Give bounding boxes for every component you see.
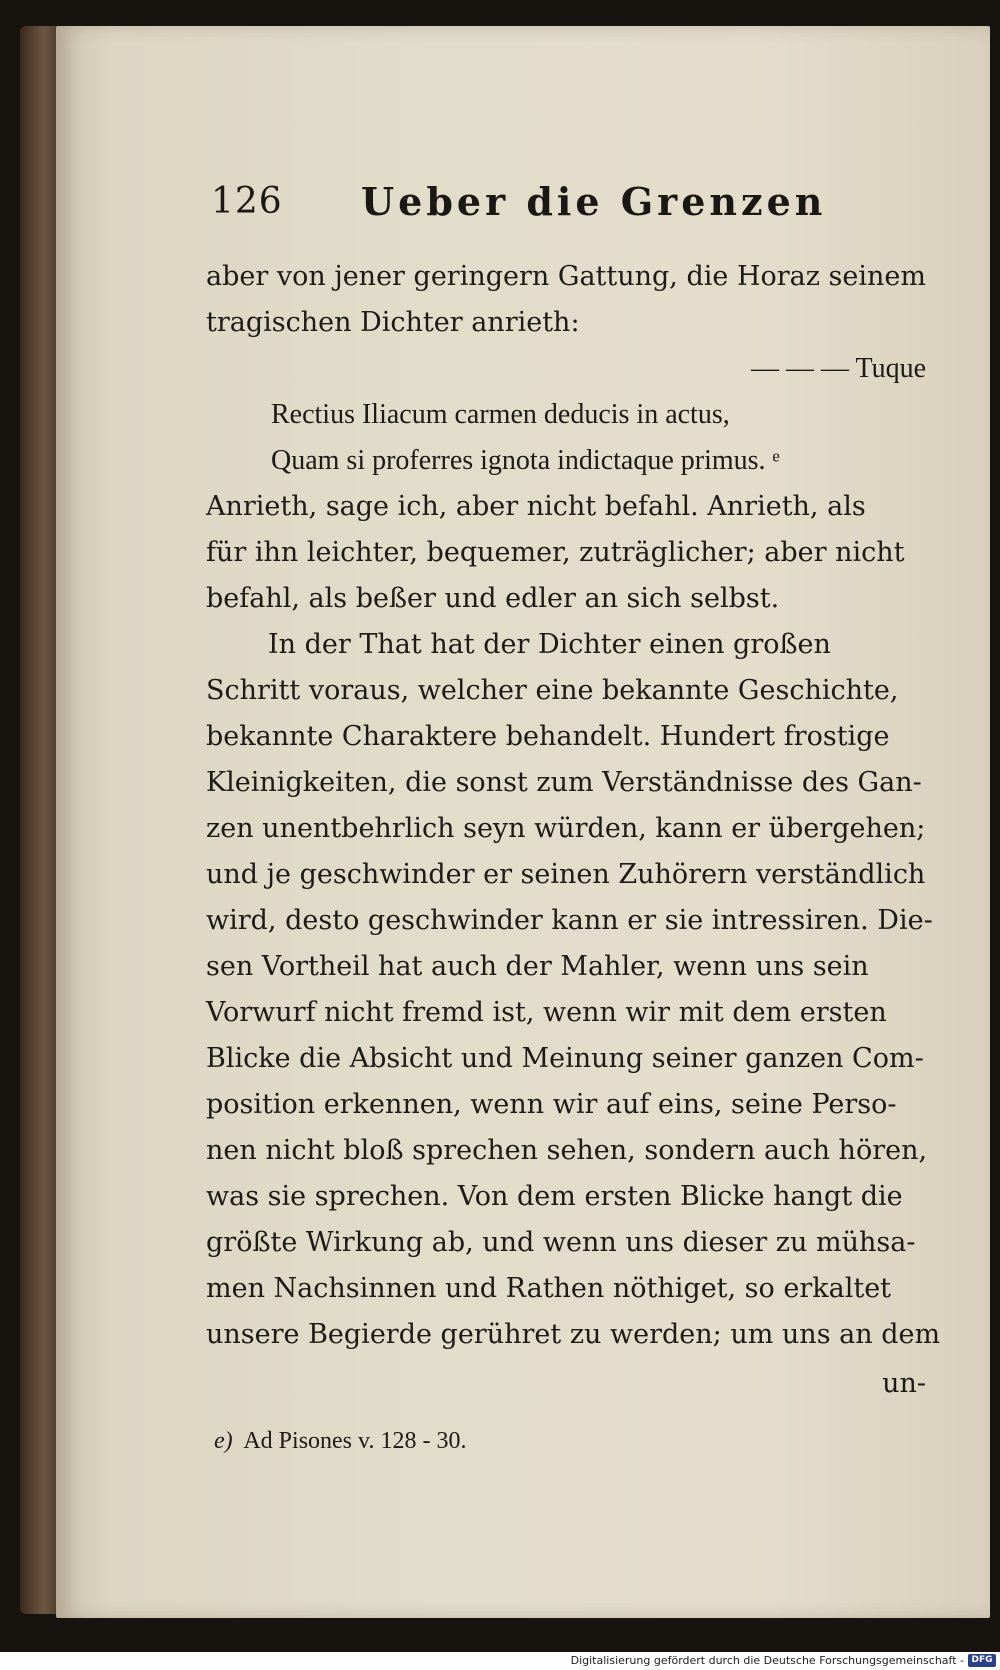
text-line: Vorwurf nicht fremd ist, wenn wir mit dem ersten xyxy=(206,997,887,1028)
text-line: In der That hat der Dichter einen großen xyxy=(268,629,831,660)
dfg-logo: DFG xyxy=(968,1654,996,1667)
text-line: größte Wirkung ab, und wenn uns dieser zu mühsa- xyxy=(206,1227,916,1258)
page-number: 126 xyxy=(211,181,283,222)
digitization-credit: Digitalisierung gefördert durch die Deutsche Forschungsgemeinschaft - xyxy=(570,1654,964,1667)
footnote-mark: e) xyxy=(214,1428,233,1454)
book-edge xyxy=(20,26,60,1614)
text-line: Anrieth, sage ich, aber nicht befahl. Anrieth, als xyxy=(206,491,866,522)
footnote-text: Ad Pisones v. 128 - 30. xyxy=(243,1428,467,1454)
text-line: unsere Begierde gerühret zu werden; um uns an dem xyxy=(206,1319,941,1350)
footnote xyxy=(214,1428,466,1455)
text-line: men Nachsinnen und Rathen nöthiget, so erkaltet xyxy=(206,1273,892,1304)
text-line: position erkennen, wenn wir auf eins, seine Perso- xyxy=(206,1089,897,1120)
text-line: wird, desto geschwinder kann er sie intressiren. Die- xyxy=(206,905,933,936)
running-title: Ueber die Grenzen xyxy=(361,179,827,224)
text-line: für ihn leichter, bequemer, zuträglicher; aber nicht xyxy=(206,537,905,568)
text-line: sen Vortheil hat auch der Mahler, wenn uns sein xyxy=(206,951,869,982)
text-line: Blicke die Absicht und Meinung seiner ganzen Com- xyxy=(206,1043,924,1074)
text-line: bekannte Charaktere behandelt. Hundert frostige xyxy=(206,721,890,752)
text-line: aber von jener geringern Gattung, die Horaz seinem xyxy=(206,261,926,292)
text-line: nen nicht bloß sprechen sehen, sondern auch hören, xyxy=(206,1135,928,1166)
verse-line: Quam si proferres ignota indictaque primus. ᵉ xyxy=(271,445,780,476)
text-line: was sie sprechen. Von dem ersten Blicke hangt die xyxy=(206,1181,903,1212)
text-line: tragischen Dichter anrieth: xyxy=(206,307,580,338)
verse-line: Rectius Iliacum carmen deducis in actus, xyxy=(271,399,730,430)
text-line: Kleinigkeiten, die sonst zum Verständnisse des Gan- xyxy=(206,767,922,798)
text-line: befahl, als beßer und edler an sich selbst. xyxy=(206,583,780,614)
book-page xyxy=(56,26,990,1618)
footer-bar xyxy=(0,1652,1000,1670)
text-line: zen unentbehrlich seyn würden, kann er übergehen; xyxy=(206,813,926,844)
body-text xyxy=(206,254,941,1358)
text-line: und je geschwinder er seinen Zuhörern verständlich xyxy=(206,859,926,890)
page-header xyxy=(56,181,990,241)
catchword: un- xyxy=(882,1368,926,1399)
verse-line: — — — Tuque xyxy=(750,353,926,384)
text-line: Schritt voraus, welcher eine bekannte Geschichte, xyxy=(206,675,899,706)
